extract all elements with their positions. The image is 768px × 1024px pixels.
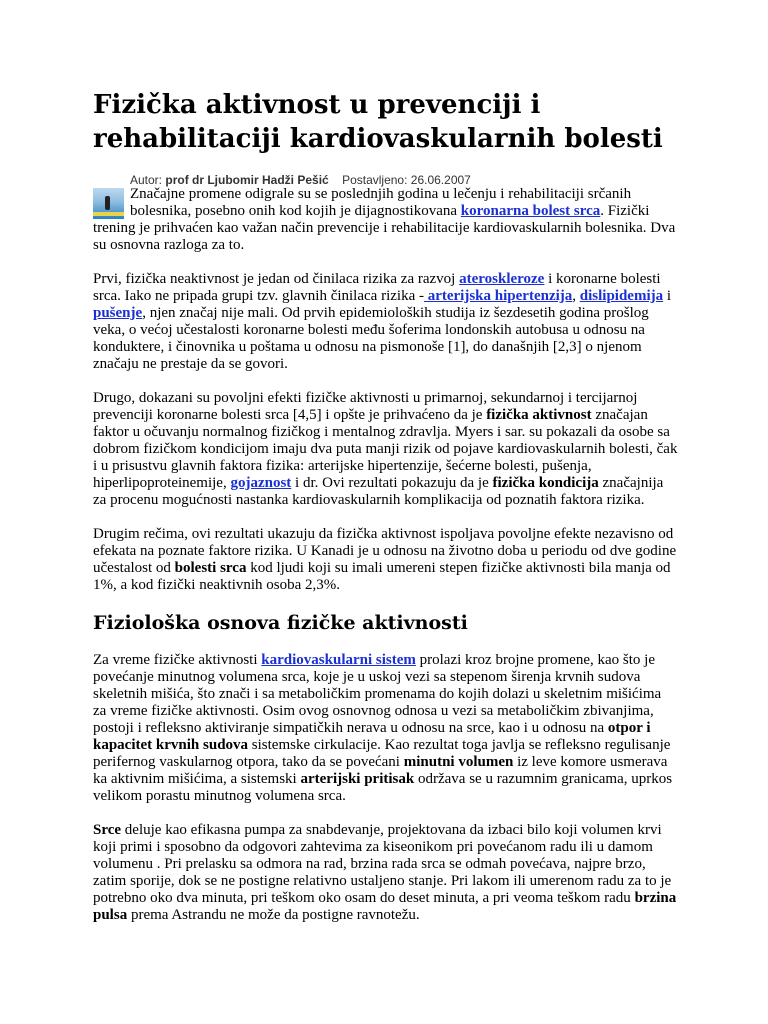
article-thumbnail-image [93,188,124,219]
paragraph-heart: Srce deluje kao efikasna pumpa za snabdevanje, projektovana da izbaci bilo koji volumen krvi koji primi i sposobno da odgovori zahtevima za kiseonikom pri povećanom radu ili u damom volumenu . Pri prelasku sa odmora na rad, brzina rada srca se odmah povećava, najpre brzo, zatim sporije, dok se ne postigne relativno ustaljeno stanje. Pri lakom ili umerenom radu za to je potrebno oko dva minuta, pri teškom oko osam do deset minuta, a pri veoma teškom radu brzina pulsa prema Astrandu ne može da postigne ravnotežu. [93,822,677,923]
article-title: Fizička aktivnost u prevenciji i rehabilitaciji kardiovaskularnih bolesti [93,90,663,154]
link-pusenje[interactable]: pušenje [93,305,143,321]
link-koronarna-bolest-srca[interactable]: koronarna bolest srca [460,203,601,219]
author-name[interactable]: prof dr Ljubomir Hadži Pešić [165,173,329,187]
author-label: Autor: [130,173,163,187]
section-heading: Fiziološka osnova fizičke aktivnosti [93,612,468,634]
link-kardiovaskularni-sistem[interactable]: kardiovaskularni sistem [261,652,416,668]
link-ateroskleroze[interactable]: ateroskleroze [459,271,545,287]
paragraph-second-reason: Drugo, dokazani su povoljni efekti fizičke aktivnosti u primarnoj, sekundarnoj i tercijarnoj prevenciji koronarne bolesti srca [4,5] i opšte je prihvaćeno da je fizička aktivnost značajan faktor u očuvanju normalnog fizičkog i mentalnog zdravlja. Myers i sar. su pokazali da osobe sa dobrom fizičkom kondicijom imaju dva puta manji rizik od pojave kardiovaskularnih bolesti, čak i u prisustvu glavnih faktora fizika: arterijske hipertenzije, šećerne bolesti, pušenja, hiperlipoproteinemije, gojaznost i dr. Ovi rezultati pokazuju da je fizička kondicija značajnija za procenu mogućnosti nastanka kardiovaskularnih komplikacija od poznatih faktora rizika. [93,390,678,508]
posted-label: Postavljeno: [342,173,408,187]
posted-date: 26.06.2007 [410,173,471,187]
link-arterijska-hipertenzija[interactable]: arterijska hipertenzija [423,288,573,304]
paragraph-first-reason: Prvi, fizička neaktivnost je jedan od činilaca rizika za razvoj ateroskleroze i koronarne bolesti srca. Iako ne pripada grupi tzv. glavnih činilaca rizika - arterijska hipertenzija, dislipidemija i pušenje, njen značaj nije mali. Od prvih epidemioloških studija iz šezdesetih godina prošlog veka, o većoj učestalosti koronarne bolesti među šoferima londonskih autobusa u odnosu na kondukterе, i činovnika u poštama u odnosu na pismonoše [1], do današnjih [2,3] o njenom značaju ne prestaje da se govori. [93,271,672,372]
link-dislipidemija[interactable]: dislipidemija [579,288,664,304]
link-gojaznost[interactable]: gojaznost [230,475,292,491]
paragraph-physiology: Za vreme fizičke aktivnosti kardiovaskularni sistem prolazi kroz brojne promene, kao što je povećanje minutnog volumena srca, koje je u uskoj vezi sa stepenom širenja krvnih sudova skeletnih mišića, što znači i sa metaboličkim promenama do kojih dolazi u skeletnim mišićima za vreme fizičke aktivnosti. Osim ovog osnovnog odnosa u vezi sa metaboličkim zbivanjima, postoji i refleksno aktiviranje simpatičkih nerava u odnosu na srce, kao i u odnosu na otpor i kapacitet krvnih sudova sistemske cirkulacije. Kao rezultat toga javlja se refleksno regulisanje perifernog vaskularnog otpora, tako da se povećani minutni volumen iz leve komore usmerava ka aktivnim mišićima, a sistemski arterijski pritisak održava se u razumnim granicama, uprkos velikom porastu minutnog volumena srca. [93,652,673,804]
article-meta [130,173,471,187]
article-body [93,186,678,941]
paragraph-intro: Značajne promene odigrale su se poslednjih godina u lečenju i rehabilitaciji srčanih bolesnika, posebno onih kod kojih je dijagnostikovana koronarna bolest srca. Fizički trening je prihvaćen kao važan način prevencije i rehabilitacije kardiovaskularnih bolesnika. Dva su osnovna razloga za to. [93,186,676,253]
paragraph-results: Drugim rečima, ovi rezultati ukazuju da fizička aktivnost ispoljava povoljne efekte nezavisno od efekata na poznate faktore rizika. U Kanadi je u odnosu na životno doba u periodu od dve godine učestalost od bolesti srca kod ljudi koji su imali umereni stepen fizičke aktivnosti bila manja od 1%, a kod fizički neaktivnih osoba 2,3%. [93,526,677,593]
